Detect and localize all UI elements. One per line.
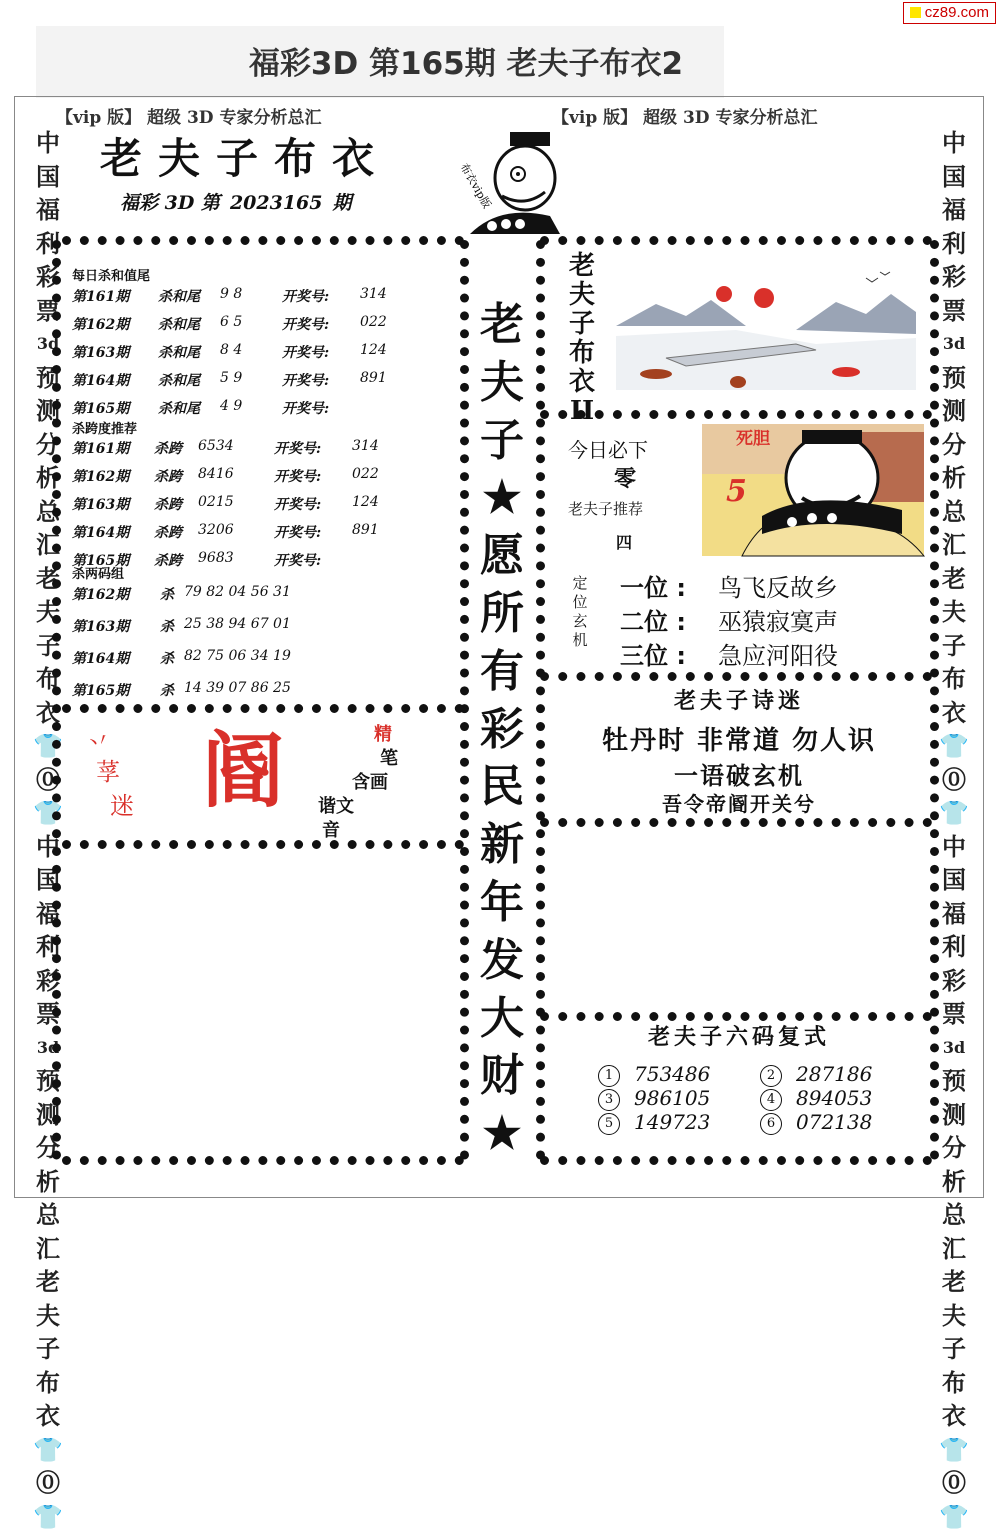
side-char: 析 [30, 461, 66, 495]
divider [62, 840, 464, 849]
banner-char: 有 [472, 643, 532, 701]
issue-suffix: 期 [332, 192, 351, 214]
side-label-char: 机 [568, 631, 592, 650]
title-char: 子 [560, 310, 604, 339]
side-char: 👕 [30, 1433, 66, 1467]
side-char: 👕 [936, 1500, 972, 1533]
kill-label: 杀和尾 [158, 314, 200, 334]
issue-number: 2023165 [230, 192, 323, 214]
riddle-line: 音 [322, 816, 340, 842]
side-char: 汇 [936, 528, 972, 562]
kill-value: 6534 [198, 438, 234, 454]
six-code-item [760, 1110, 872, 1135]
draw-value: 314 [352, 438, 379, 454]
riddle-char: 迷 [110, 786, 134, 821]
table-row [72, 314, 452, 334]
period: 第162期 [72, 584, 129, 604]
side-char: 利 [30, 930, 66, 964]
side-char: 福 [30, 897, 66, 931]
side-char: ⓪ [30, 1466, 66, 1500]
side-label-char: 位 [568, 593, 592, 612]
side-char: 老 [30, 1265, 66, 1299]
side-char: 3d [30, 1031, 66, 1065]
six-code-value: 894053 [796, 1086, 872, 1110]
title-char: 夫 [560, 281, 604, 310]
side-char: 汇 [30, 528, 66, 562]
period: 第163期 [72, 616, 129, 636]
divider [930, 240, 939, 1160]
poem-line: 一语破玄机 [548, 756, 930, 791]
side-char: 预 [936, 361, 972, 395]
kill-span-title: 杀跨度推荐 [72, 418, 137, 437]
banner-char: 夫 [472, 354, 532, 412]
brand-title: 老夫子布衣 [100, 126, 390, 186]
side-char: 中 [936, 830, 972, 864]
side-char: 析 [936, 461, 972, 495]
circle-number-icon: 1 [598, 1065, 620, 1087]
draw-label: 开奖号: [274, 550, 321, 570]
period: 第164期 [72, 648, 129, 668]
banner-char: 民 [472, 758, 532, 816]
period: 第165期 [72, 680, 129, 700]
side-char: 布 [936, 662, 972, 696]
period: 第163期 [72, 494, 129, 514]
side-char: 彩 [936, 964, 972, 998]
side-char: 夫 [936, 1299, 972, 1333]
six-code-item [760, 1062, 872, 1087]
divider [52, 240, 61, 1160]
divider [62, 704, 464, 713]
draw-label: 开奖号: [282, 314, 329, 334]
draw-value: 891 [352, 522, 379, 538]
kill-value: 79 82 04 56 31 [184, 584, 291, 600]
draw-label: 开奖号: [282, 370, 329, 390]
banner-char: ★ [472, 469, 532, 527]
side-char: 衣 [936, 696, 972, 730]
position-label: 二位 : [620, 608, 686, 636]
divider [540, 236, 932, 245]
draw-label: 开奖号: [274, 466, 321, 486]
watermark-dot-icon [910, 7, 921, 18]
table-row [72, 680, 452, 700]
kill-label: 杀和尾 [158, 342, 200, 362]
kill-label: 杀和尾 [158, 398, 200, 418]
side-char: 分 [30, 1131, 66, 1165]
six-code-value: 072138 [796, 1110, 872, 1134]
kill-value: 4 9 [220, 398, 242, 414]
period: 第161期 [72, 286, 129, 306]
side-char: 布 [936, 1366, 972, 1400]
six-code-item [760, 1086, 872, 1111]
issue-line [120, 188, 362, 215]
table-row [72, 584, 452, 604]
divider [540, 1156, 932, 1165]
divider [540, 818, 932, 827]
six-code-value: 753486 [634, 1062, 710, 1086]
position-row [620, 636, 920, 668]
side-char: 总 [30, 495, 66, 529]
side-char: 预 [30, 1064, 66, 1098]
side-char: 彩 [936, 260, 972, 294]
riddle-line: 笔 [380, 744, 398, 770]
banner-char: 子 [472, 412, 532, 470]
table-row [72, 438, 452, 458]
side-char: 析 [936, 1165, 972, 1199]
position-value: 急应河阳役 [718, 636, 838, 671]
side-char: 总 [936, 495, 972, 529]
kill-value: 6 5 [220, 314, 242, 330]
kill-label: 杀跨 [154, 438, 182, 458]
kill-label: 杀 [160, 584, 174, 604]
side-char: 福 [936, 897, 972, 931]
draw-value: 314 [360, 286, 387, 302]
side-char: 总 [30, 1198, 66, 1232]
side-char: 利 [936, 930, 972, 964]
draw-label: 开奖号: [282, 342, 329, 362]
table-row [72, 550, 452, 570]
landscape-icon [616, 254, 916, 390]
center-banner [472, 296, 532, 1163]
kill-label: 杀 [160, 648, 174, 668]
vip-header-left: 【vip 版】 超级 3D 专家分析总汇 [56, 103, 321, 128]
six-code-item [598, 1086, 710, 1111]
kill-value: 25 38 94 67 01 [184, 616, 291, 632]
side-char: 测 [30, 394, 66, 428]
riddle-char: 莩 [96, 752, 120, 787]
side-char: 中 [936, 126, 972, 160]
kill-label: 杀跨 [154, 522, 182, 542]
period: 第163期 [72, 342, 129, 362]
banner-char: 发 [472, 932, 532, 990]
kill-value: 8 4 [220, 342, 242, 358]
draw-label: 开奖号: [282, 398, 329, 418]
side-char: 分 [936, 1131, 972, 1165]
period: 第164期 [72, 370, 129, 390]
side-char: 福 [30, 193, 66, 227]
table-row [72, 370, 452, 390]
side-char: 票 [936, 294, 972, 328]
draw-label: 开奖号: [274, 494, 321, 514]
six-code-item [598, 1062, 710, 1087]
kill-value: 8416 [198, 466, 234, 482]
banner-char: 新 [472, 816, 532, 874]
circle-number-icon: 3 [598, 1089, 620, 1111]
banner-char: 彩 [472, 701, 532, 759]
side-char: 3d [936, 327, 972, 361]
six-code-item [598, 1110, 710, 1135]
watermark-text: cz89.com [925, 4, 989, 21]
side-char: 夫 [936, 595, 972, 629]
banner-char: ★ [472, 1105, 532, 1163]
riddle-line: 含画 [352, 768, 388, 794]
side-char: 测 [936, 1098, 972, 1132]
today-value: 零 [614, 462, 636, 493]
banner-char: 财 [472, 1047, 532, 1105]
today-label: 今日必下 [568, 434, 648, 463]
position-side-label [568, 574, 592, 650]
banner-char: 大 [472, 990, 532, 1048]
poem-title: 老夫子诗迷 [548, 684, 930, 715]
divider [540, 672, 932, 681]
draw-value: 022 [352, 466, 379, 482]
recommend-label: 老夫子推荐 [568, 498, 643, 519]
side-char: 分 [30, 428, 66, 462]
kill-value: 9683 [198, 550, 234, 566]
draw-value: 891 [360, 370, 387, 386]
draw-label: 开奖号: [274, 438, 321, 458]
svg-text:布衣vip版: 布衣vip版 [457, 161, 494, 211]
side-char: 总 [936, 1198, 972, 1232]
banner-char: 老 [472, 296, 532, 354]
side-char: 测 [30, 1098, 66, 1132]
side-char: 预 [936, 1064, 972, 1098]
title-char: 老 [560, 252, 604, 281]
side-char: 汇 [936, 1232, 972, 1266]
side-char: 衣 [936, 1399, 972, 1433]
side-char: 子 [936, 1332, 972, 1366]
six-code-value: 287186 [796, 1062, 872, 1086]
side-text-right [936, 126, 972, 1533]
side-char: 票 [936, 997, 972, 1031]
banner-char: 愿 [472, 527, 532, 585]
kill-label: 杀 [160, 616, 174, 636]
side-char: 彩 [30, 964, 66, 998]
side-char: ⓪ [936, 763, 972, 797]
side-char: 预 [30, 361, 66, 395]
title-char: 布 [560, 339, 604, 368]
side-char: 票 [30, 294, 66, 328]
period: 第165期 [72, 550, 129, 570]
side-char: 👕 [936, 1433, 972, 1467]
riddle-mark: 丷 [82, 719, 114, 759]
side-char: 👕 [30, 796, 66, 830]
side-char: 👕 [30, 1500, 66, 1533]
table-row [72, 286, 452, 306]
side-char: ⓪ [30, 763, 66, 797]
draw-value: 124 [360, 342, 387, 358]
side-char: 票 [30, 997, 66, 1031]
kill-label: 杀和尾 [158, 370, 200, 390]
position-row [620, 568, 920, 600]
riddle-big-char: 阍 [202, 726, 284, 816]
side-char: 老 [936, 1265, 972, 1299]
title-char: II [560, 397, 604, 426]
side-char: 3d [30, 327, 66, 361]
position-label: 三位 : [620, 642, 686, 670]
kill-value: 9 8 [220, 286, 242, 302]
side-char: 利 [30, 227, 66, 261]
circle-number-icon: 2 [760, 1065, 782, 1087]
period: 第165期 [72, 398, 129, 418]
kill-label: 杀 [160, 680, 174, 700]
page-title: 福彩3D 第165期 老夫子布衣2 [36, 38, 896, 83]
side-char: 布 [30, 1366, 66, 1400]
side-char: 析 [30, 1165, 66, 1199]
kill-value: 82 75 06 34 19 [184, 648, 291, 664]
title-char: 衣 [560, 368, 604, 397]
side-label-char: 定 [568, 574, 592, 593]
side-char: ⓪ [936, 1466, 972, 1500]
table-row [72, 522, 452, 542]
table-row [72, 398, 452, 418]
kill-value: 5 9 [220, 370, 242, 386]
issue-prefix: 福彩 3D 第 [120, 192, 220, 214]
vip-header-right: 【vip 版】 超级 3D 专家分析总汇 [552, 103, 817, 128]
side-char: 夫 [30, 595, 66, 629]
kill-value: 0215 [198, 494, 234, 510]
circle-number-icon: 6 [760, 1113, 782, 1135]
side-char: 中 [30, 830, 66, 864]
divider [460, 240, 469, 1160]
kill-value: 3206 [198, 522, 234, 538]
cartoon-old-man-icon [440, 126, 560, 234]
side-char: 测 [936, 394, 972, 428]
kill-label: 杀跨 [154, 466, 182, 486]
banner-char: 所 [472, 585, 532, 643]
period: 第162期 [72, 314, 129, 334]
table-row [72, 648, 452, 668]
vertical-title [560, 252, 604, 426]
six-code-value: 149723 [634, 1110, 710, 1134]
side-char: 国 [30, 160, 66, 194]
side-char: 衣 [30, 696, 66, 730]
divider [536, 240, 545, 1160]
site-watermark[interactable] [903, 2, 996, 24]
side-char: 布 [30, 662, 66, 696]
side-char: 国 [30, 863, 66, 897]
poem-line: 吾令帝阍开关兮 [548, 788, 930, 817]
side-char: 子 [936, 629, 972, 663]
side-char: 子 [30, 1332, 66, 1366]
period: 第162期 [72, 466, 129, 486]
side-char: 👕 [30, 729, 66, 763]
side-char: 利 [936, 227, 972, 261]
banner-char: 年 [472, 874, 532, 932]
table-row [72, 342, 452, 362]
side-char: 福 [936, 193, 972, 227]
position-value: 鸟飞反故乡 [718, 568, 838, 603]
divider [62, 1156, 464, 1165]
side-char: 国 [936, 160, 972, 194]
kill-label: 杀和尾 [158, 286, 200, 306]
draw-value: 124 [352, 494, 379, 510]
side-char: 中 [30, 126, 66, 160]
kill-tail-title: 每日杀和值尾 [72, 265, 150, 284]
position-label: 一位 : [620, 574, 686, 602]
side-char: 汇 [30, 1232, 66, 1266]
dead-gall-number: 5 [726, 474, 747, 509]
side-char: 👕 [936, 796, 972, 830]
side-char: 老 [30, 562, 66, 596]
six-code-value: 986105 [634, 1086, 710, 1110]
six-code-title: 老夫子六码复式 [548, 1020, 930, 1051]
side-label-char: 玄 [568, 612, 592, 631]
side-char: 子 [30, 629, 66, 663]
draw-value: 022 [360, 314, 387, 330]
divider [62, 236, 464, 245]
recommend-value: 四 [616, 530, 632, 553]
side-char: 夫 [30, 1299, 66, 1333]
position-row [620, 602, 920, 634]
kill-value: 14 39 07 86 25 [184, 680, 291, 696]
side-char: 老 [936, 562, 972, 596]
circle-number-icon: 5 [598, 1113, 620, 1135]
riddle-line: 谐文 [318, 792, 354, 818]
side-char: 衣 [30, 1399, 66, 1433]
poem-line: 牡丹时 非常道 勿人识 [548, 720, 930, 757]
dead-gall-label: 死胆 [736, 424, 770, 449]
kill-label: 杀跨 [154, 494, 182, 514]
draw-label: 开奖号: [282, 286, 329, 306]
position-value: 巫猿寂寞声 [718, 602, 838, 637]
table-row [72, 494, 452, 514]
riddle-line: 精 [374, 720, 392, 746]
side-char: 👕 [936, 729, 972, 763]
kill-label: 杀跨 [154, 550, 182, 570]
period: 第164期 [72, 522, 129, 542]
table-row [72, 466, 452, 486]
side-char: 国 [936, 863, 972, 897]
period: 第161期 [72, 438, 129, 458]
side-char: 分 [936, 428, 972, 462]
draw-label: 开奖号: [274, 522, 321, 542]
side-char: 3d [936, 1031, 972, 1065]
circle-number-icon: 4 [760, 1089, 782, 1111]
table-row [72, 616, 452, 636]
kill-pairs-title: 杀两码组 [72, 563, 124, 582]
side-char: 彩 [30, 260, 66, 294]
